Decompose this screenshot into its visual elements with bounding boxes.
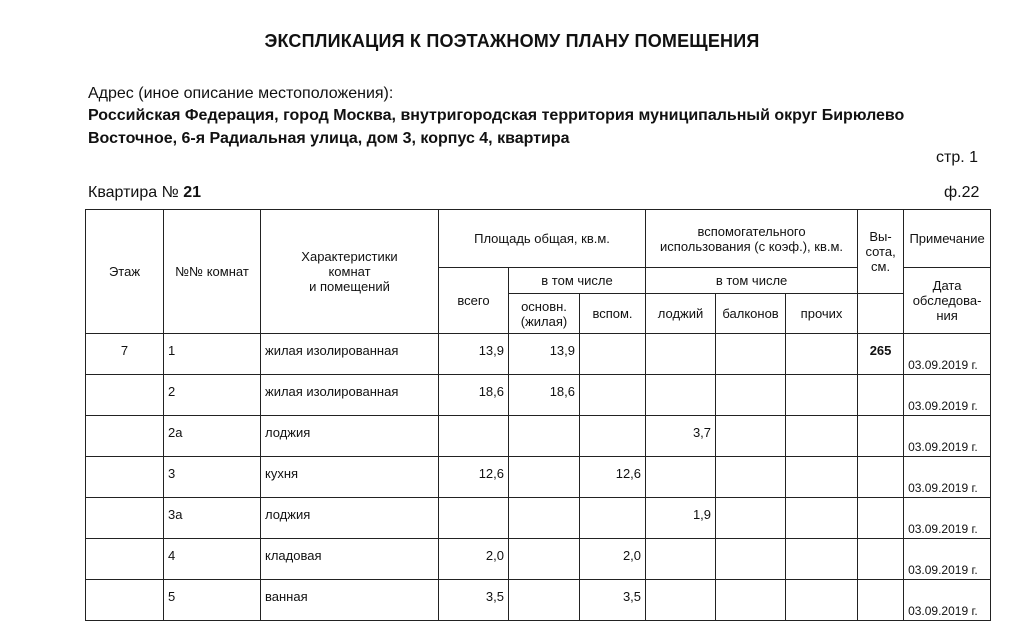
header-date-line-1: Дата <box>932 278 962 293</box>
cell-loggia: 3,7 <box>646 416 716 457</box>
cell-balcony <box>716 375 786 416</box>
table-row <box>86 375 991 416</box>
header-date-line-3: ния <box>936 308 958 323</box>
cell-aux: 3,5 <box>580 580 646 621</box>
cell-date: 03.09.2019 г. <box>904 580 991 621</box>
table-row <box>86 580 991 621</box>
cell-height <box>858 580 904 621</box>
cell-description: лоджия <box>261 498 439 539</box>
cell-loggia <box>646 375 716 416</box>
header-height-line-3: см. <box>871 259 891 274</box>
address-label: Адрес (иное описание местоположения): <box>88 85 394 102</box>
cell-loggia <box>646 580 716 621</box>
cell-height <box>858 539 904 580</box>
header-char-line-1: Характеристики <box>301 249 398 264</box>
header-other: прочих <box>786 294 858 334</box>
cell-height <box>858 375 904 416</box>
header-char-line-3: и помещений <box>309 279 390 294</box>
cell-floor: 7 <box>86 334 164 375</box>
cell-date: 03.09.2019 г. <box>904 498 991 539</box>
cell-loggia <box>646 334 716 375</box>
cell-room: 1 <box>164 334 261 375</box>
address-line-2: Восточное, 6-я Радиальная улица, дом 3, корпус 4, квартира <box>88 130 570 147</box>
cell-main <box>509 498 580 539</box>
cell-aux <box>580 375 646 416</box>
header-aux-line-2: использования (с коэф.), кв.м. <box>660 238 844 254</box>
cell-description: кладовая <box>261 539 439 580</box>
header-loggias: лоджий <box>646 294 716 334</box>
cell-room: 2 <box>164 375 261 416</box>
cell-room: 2а <box>164 416 261 457</box>
flat-heading <box>88 184 201 202</box>
header-main-line-2: (жилая) <box>520 313 568 329</box>
header-char-line-2: комнат <box>328 264 371 279</box>
cell-other <box>786 498 858 539</box>
header-total: всего <box>439 268 509 334</box>
address-line-1: Российская Федерация, город Москва, внутригородская территория муниципальный округ Бирюлево <box>88 107 905 124</box>
cell-total <box>439 416 509 457</box>
header-rooms: №№ комнат <box>164 210 261 334</box>
table-row <box>86 539 991 580</box>
cell-description: жилая изолированная <box>261 334 439 375</box>
cell-description: кухня <box>261 457 439 498</box>
cell-floor <box>86 457 164 498</box>
header-aux-line-1: вспомогательного <box>697 223 806 239</box>
explication-table <box>85 209 991 621</box>
cell-description: лоджия <box>261 416 439 457</box>
table-row <box>86 334 991 375</box>
cell-room: 4 <box>164 539 261 580</box>
form-number: ф.22 <box>944 184 980 201</box>
flat-number: 21 <box>183 184 202 201</box>
cell-floor <box>86 498 164 539</box>
header-aux-short: вспом. <box>580 294 646 334</box>
header-including-1: в том числе <box>509 268 646 294</box>
cell-aux <box>580 334 646 375</box>
cell-balcony <box>716 416 786 457</box>
header-main-line-1: основн. <box>521 298 567 314</box>
cell-total: 12,6 <box>439 457 509 498</box>
cell-room: 5 <box>164 580 261 621</box>
table-row <box>86 498 991 539</box>
document-title: ЭКСПЛИКАЦИЯ К ПОЭТАЖНОМУ ПЛАНУ ПОМЕЩЕНИЯ <box>264 31 760 51</box>
header-height-line-1: Вы- <box>869 229 892 244</box>
cell-loggia <box>646 539 716 580</box>
cell-total <box>439 498 509 539</box>
cell-date: 03.09.2019 г. <box>904 416 991 457</box>
cell-room: 3а <box>164 498 261 539</box>
cell-aux <box>580 498 646 539</box>
cell-description: ванная <box>261 580 439 621</box>
header-height <box>858 210 904 294</box>
cell-height <box>858 498 904 539</box>
cell-other <box>786 334 858 375</box>
cell-aux: 12,6 <box>580 457 646 498</box>
cell-main <box>509 416 580 457</box>
cell-balcony <box>716 539 786 580</box>
cell-main <box>509 539 580 580</box>
cell-main <box>509 580 580 621</box>
header-date <box>904 268 991 334</box>
cell-other <box>786 539 858 580</box>
cell-room: 3 <box>164 457 261 498</box>
header-date-line-2: обследова- <box>912 293 982 308</box>
cell-main: 18,6 <box>509 375 580 416</box>
cell-height <box>858 457 904 498</box>
header-height-line-2: сота, <box>865 244 896 259</box>
table-row <box>86 457 991 498</box>
header-characteristics <box>261 210 439 334</box>
header-including-2: в том числе <box>646 268 858 294</box>
cell-balcony <box>716 580 786 621</box>
cell-description: жилая изолированная <box>261 375 439 416</box>
cell-total: 18,6 <box>439 375 509 416</box>
cell-other <box>786 457 858 498</box>
cell-main <box>509 457 580 498</box>
cell-floor <box>86 416 164 457</box>
cell-aux: 2,0 <box>580 539 646 580</box>
cell-floor <box>86 539 164 580</box>
header-balconies: балконов <box>716 294 786 334</box>
cell-loggia: 1,9 <box>646 498 716 539</box>
cell-aux <box>580 416 646 457</box>
header-floor: Этаж <box>86 210 164 334</box>
cell-date: 03.09.2019 г. <box>904 539 991 580</box>
cell-balcony <box>716 334 786 375</box>
cell-balcony <box>716 457 786 498</box>
cell-other <box>786 416 858 457</box>
header-main <box>509 294 580 334</box>
address-value <box>88 104 998 150</box>
cell-main: 13,9 <box>509 334 580 375</box>
cell-floor <box>86 580 164 621</box>
header-auxiliary <box>646 210 858 268</box>
cell-balcony <box>716 498 786 539</box>
cell-loggia <box>646 457 716 498</box>
cell-height <box>858 416 904 457</box>
cell-height: 265 <box>858 334 904 375</box>
cell-total: 13,9 <box>439 334 509 375</box>
cell-other <box>786 375 858 416</box>
table-row <box>86 416 991 457</box>
cell-date: 03.09.2019 г. <box>904 375 991 416</box>
header-note: Примечание <box>904 210 991 268</box>
header-height-blank <box>858 294 904 334</box>
page-number: стр. 1 <box>936 149 979 166</box>
cell-date: 03.09.2019 г. <box>904 457 991 498</box>
cell-date: 03.09.2019 г. <box>904 334 991 375</box>
cell-floor <box>86 375 164 416</box>
flat-label: Квартира № <box>88 184 179 201</box>
cell-total: 3,5 <box>439 580 509 621</box>
cell-total: 2,0 <box>439 539 509 580</box>
header-area-total: Площадь общая, кв.м. <box>439 210 646 268</box>
cell-other <box>786 580 858 621</box>
